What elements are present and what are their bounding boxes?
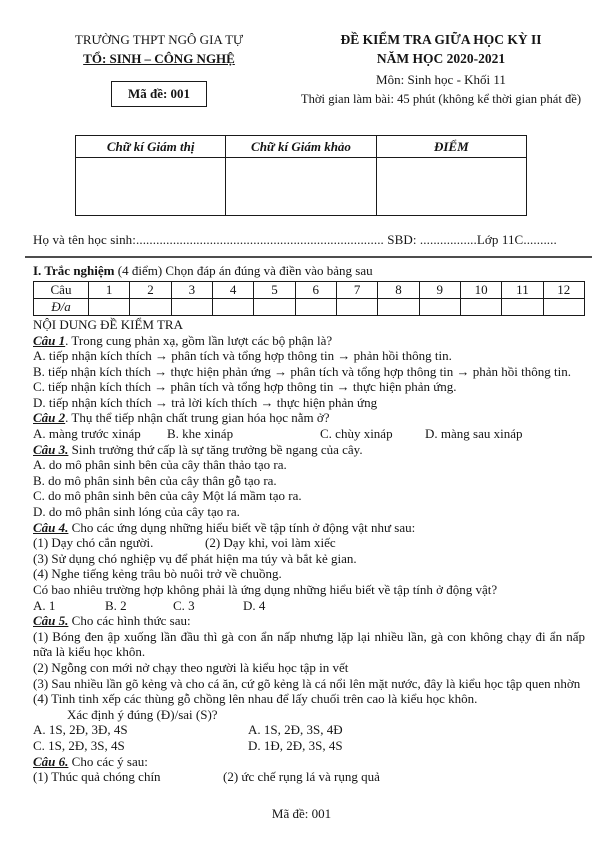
question-5-answer-a2: A. 1S, 2Đ, 3S, 4Đ (248, 722, 343, 738)
answer-grid-number: 5 (254, 281, 295, 298)
question-5-item-4: (4) Tinh tinh xếp các thùng gỗ chồng lên nhau để lấy chuối trên cao là kiểu học khôn. (33, 691, 478, 707)
question-5-item-2: (2) Ngỗng con mới nở chạy theo người là kiểu học tập in vết (33, 659, 349, 675)
question-2-option-c: C. chùy xináp (320, 426, 393, 442)
question-1-option-b: B. tiếp nhận kích thích → thực hiện phản ứng → phân tích và tổng hợp thông tin → phản hồi thông tin. (33, 363, 572, 379)
question-5 (33, 613, 585, 753)
answer-grid-table (33, 281, 585, 316)
sbd-label: SBD: (383, 232, 420, 247)
answer-grid-question-label: Câu (34, 281, 89, 298)
answer-grid-number: 1 (89, 281, 130, 298)
horizontal-divider (25, 256, 592, 258)
signature-body-row (76, 158, 527, 216)
proctor-signature-cell (76, 158, 226, 216)
question-5-text: Cho các hình thức sau: (68, 613, 191, 629)
answer-cell-empty (460, 298, 501, 315)
question-1-option-c: C. tiếp nhận kích thích → phân tích và tổng hợp thông tin → thực hiện phản ứng. (33, 379, 457, 395)
class-label: Lớp 11C (476, 232, 524, 247)
sbd-blank: ................. (419, 232, 477, 247)
exam-code-box (111, 81, 207, 107)
question-4-options (33, 598, 585, 614)
answer-cell-empty (254, 298, 295, 315)
question-5-answers-row-2 (33, 738, 585, 754)
question-5-answer-a1: A. 1S, 2Đ, 3Đ, 4S (33, 722, 128, 738)
question-4-option-a: A. 1 (33, 597, 56, 613)
exam-subject: Môn: Sinh học - Khối 11 (376, 72, 506, 87)
answer-cell-empty (336, 298, 377, 315)
question-4-item-2: (2) Dạy khỉ, voi làm xiếc (205, 535, 336, 551)
question-6-text: Cho các ý sau: (68, 753, 148, 769)
signature-header-row (76, 136, 527, 158)
question-2-stem (33, 410, 585, 426)
exam-year: NĂM HỌC 2020-2021 (376, 51, 506, 66)
answer-cell-empty (130, 298, 171, 315)
header-left-block (33, 30, 285, 109)
question-3-option-b: B. do mô phân sinh bên của cây thân gỗ tạo ra. (33, 472, 277, 488)
student-name-label: Họ và tên học sinh: (33, 232, 136, 247)
question-2-option-a: A. màng trước xináp (33, 426, 141, 442)
question-1-text: . Trong cung phản xạ, gồm lần lượt các bộ phận là? (65, 332, 333, 348)
question-3-label: Câu 3. (33, 441, 69, 457)
question-5-label: Câu 5. (33, 613, 69, 629)
section-1-instructions: (4 điểm) Chọn đáp án đúng và điền vào bảng sau (114, 262, 373, 278)
answer-cell-empty (212, 298, 253, 315)
question-3-text: Sinh trưởng thứ cấp là sự tăng trưởng bề ngang của cây. (68, 441, 363, 457)
question-6-item-1: (1) Thúc quả chóng chín (33, 769, 161, 785)
question-1 (33, 333, 585, 411)
question-4-item-3: (3) Sử dụng chó nghiệp vụ để phát hiện ma túy và bắt kẻ gian. (33, 550, 357, 566)
grader-signature-header: Chữ kí Giám khảo (226, 136, 376, 158)
department-name: TỔ: SINH – CÔNG NGHỆ (83, 51, 235, 66)
question-3-option-c: C. do mô phân sinh bên của cây Một lá mầm tạo ra. (33, 488, 302, 504)
answer-cell-empty (378, 298, 419, 315)
answer-grid-number: 2 (130, 281, 171, 298)
answer-grid-number: 11 (502, 281, 543, 298)
answer-grid-number: 6 (295, 281, 336, 298)
exam-duration: Thời gian làm bài: 45 phút (không kể thời gian phát đề) (300, 92, 582, 106)
answer-grid-answer-label: Đ/a (34, 298, 89, 315)
answer-grid-number: 9 (419, 281, 460, 298)
question-2-options (33, 426, 585, 442)
question-4-question-line: Có bao nhiêu trường hợp không phải là ứng dụng những hiểu biết về tập tính ở động vật? (33, 582, 498, 597)
student-name-blank: .......................................................................... (136, 232, 384, 247)
question-4-option-d: D. 4 (243, 597, 266, 613)
header-right-block (285, 30, 597, 109)
answer-cell-empty (171, 298, 212, 315)
question-2-option-d: D. màng sau xináp (425, 426, 523, 442)
question-4-label: Câu 4. (33, 519, 69, 535)
school-name: TRƯỜNG THPT NGÔ GIA TỰ (74, 32, 244, 47)
question-6-label: Câu 6. (33, 753, 69, 769)
answer-grid-number: 7 (336, 281, 377, 298)
answer-grid-number: 4 (212, 281, 253, 298)
answer-cell-empty (543, 298, 584, 315)
section-1-title: I. Trắc nghiệm (33, 262, 115, 278)
answer-grid-number: 10 (460, 281, 501, 298)
question-1-option-a: A. tiếp nhận kích thích → phân tích và tổng hợp thông tin → phản hồi thông tin. (33, 348, 452, 364)
answer-grid-number: 3 (171, 281, 212, 298)
question-3-stem (33, 442, 585, 458)
question-5-answer-c: C. 1S, 2Đ, 3S, 4S (33, 737, 125, 753)
question-1-option-d: D. tiếp nhận kích thích → trả lời kích thích → thực hiện phản ứng (33, 394, 378, 410)
answer-cell-empty (295, 298, 336, 315)
question-4-text: Cho các ứng dụng những hiểu biết về tập tính ở động vật như sau: (68, 519, 416, 535)
proctor-signature-header: Chữ kí Giám thị (76, 136, 226, 158)
question-2-text: . Thụ thể tiếp nhận chất trung gian hóa học nằm ở? (65, 410, 330, 426)
question-4-item-1: (1) Dạy chó cắn người. (33, 535, 154, 551)
question-5-answer-d: D. 1Đ, 2Đ, 3S, 4S (248, 737, 343, 753)
question-1-stem (33, 333, 585, 349)
question-3 (33, 442, 585, 520)
exam-code-label: Mã đề: 001 (127, 86, 191, 101)
signature-score-table (75, 135, 527, 216)
question-5-answers-row-1 (33, 722, 585, 738)
question-2 (33, 410, 585, 441)
answer-cell-empty (419, 298, 460, 315)
question-5-stem (33, 613, 585, 629)
grader-signature-cell (226, 158, 376, 216)
question-4-option-b: B. 2 (105, 597, 127, 613)
score-cell (376, 158, 526, 216)
question-5-item-3: (3) Sau nhiều lần gõ kẻng và cho cá ăn, cứ gõ kẻng là cá nổi lên mặt nước, đây là kiểu học tập quen nhờn (33, 675, 581, 691)
document-header (33, 30, 585, 109)
student-info-line (33, 232, 585, 248)
answer-grid-number: 8 (378, 281, 419, 298)
question-2-option-b: B. khe xináp (167, 426, 234, 442)
score-header: ĐIỂM (376, 136, 526, 158)
question-4 (33, 520, 585, 614)
question-4-item-4: (4) Nghe tiếng kẻng trâu bò nuôi trở về chuồng. (33, 566, 282, 582)
question-3-option-a: A. do mô phân sinh bên của cây thân thảo tạo ra. (33, 457, 287, 473)
answer-grid-answer-row (34, 298, 585, 315)
question-4-items-1-2 (33, 535, 585, 551)
question-6-stem (33, 754, 585, 770)
question-6-items (33, 769, 585, 785)
answer-grid-number: 12 (543, 281, 584, 298)
question-1-label: Câu 1 (33, 332, 66, 348)
answer-grid-number-row (34, 281, 585, 298)
exam-title: ĐỀ KIỂM TRA GIỮA HỌC KỲ II (340, 32, 542, 47)
question-2-label: Câu 2 (33, 410, 66, 426)
class-blank: .......... (523, 232, 557, 247)
question-5-prompt: Xác định ý đúng (Đ)/sai (S)? (67, 706, 218, 722)
question-6-item-2: (2) ức chế rụng lá và rụng quả (223, 769, 380, 785)
question-4-option-c: C. 3 (173, 597, 195, 613)
content-title: NỘI DUNG ĐỀ KIỂM TRA (33, 316, 183, 332)
question-6 (33, 754, 585, 785)
question-5-item-1: (1) Bóng đen ập xuống lần đầu thì gà con ẩn nấp nhưng lặp lại nhiều lần, gà con không chạy đi ẩn nấp nữa là kiểu học khôn. (33, 628, 585, 660)
question-4-stem (33, 520, 585, 536)
question-3-option-d: D. do mô phân sinh lóng của cây tạo ra. (33, 504, 240, 520)
answer-cell-empty (89, 298, 130, 315)
page-footer-exam-code: Mã đề: 001 (271, 806, 332, 821)
answer-cell-empty (502, 298, 543, 315)
section-1-heading (33, 262, 585, 279)
